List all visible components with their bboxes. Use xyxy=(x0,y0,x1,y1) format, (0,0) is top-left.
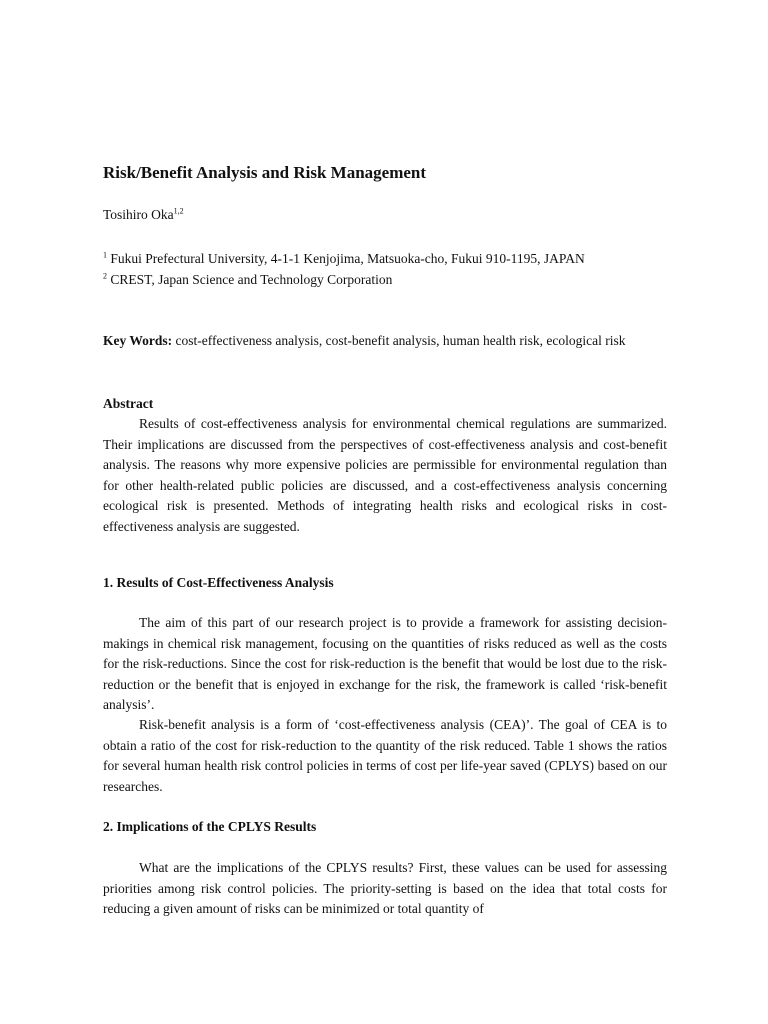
abstract-heading: Abstract xyxy=(103,396,154,411)
keywords-label: Key Words: xyxy=(103,333,173,348)
affiliation-1 xyxy=(103,251,667,267)
section-2-heading: 2. Implications of the CPLYS Results xyxy=(103,819,317,834)
affiliation-2-text: CREST, Japan Science and Technology Corporation xyxy=(110,272,393,287)
keywords-text: cost-effectiveness analysis, cost-benefit analysis, human health risk, ecological risk xyxy=(175,333,626,348)
section-1-paragraph-2: Risk-benefit analysis is a form of ‘cost-effectiveness analysis (CEA)’. The goal of CEA is to obtain a ratio of the cost for risk-reduction to the quantity of the risk reduced. Table 1 shows the ratios for several human health risk control policies in terms of cost per life-year saved (CPLYS) based on our researches. xyxy=(103,717,667,794)
affiliation-2-number: 2 xyxy=(103,271,107,281)
paper-title: Risk/Benefit Analysis and Risk Management xyxy=(103,163,427,182)
affiliation-1-text: Fukui Prefectural University, 4-1-1 Kenjojima, Matsuoka-cho, Fukui 910-1195, JAPAN xyxy=(110,251,585,266)
abstract-paragraph: Results of cost-effectiveness analysis for environmental chemical regulations are summarized. Their implications are discussed from the perspectives of cost-effectiveness analysis and cost-benefit analysis. The reasons why more expensive policies are permissible for environmental regulation than for other health-related public policies are discussed, and a cost-effectiveness analysis concerning ecological risk is presented. Methods of integrating health risks and ecological risks in cost-effectiveness analysis are suggested. xyxy=(103,416,667,534)
section-1-heading: 1. Results of Cost-Effectiveness Analysis xyxy=(103,575,334,590)
section-2-paragraph-1: What are the implications of the CPLYS results? First, these values can be used for assessing priorities among risk control policies. The priority-setting is based on the idea that total costs for reducing a given amount of risks can be minimized or total quantity of xyxy=(103,860,667,917)
author-line xyxy=(103,207,667,223)
affiliation-2 xyxy=(103,272,667,288)
author-affiliation-marks: 1,2 xyxy=(173,206,184,216)
affiliation-1-number: 1 xyxy=(103,250,107,260)
keywords-line xyxy=(103,333,667,349)
author-name: Tosihiro Oka xyxy=(103,207,174,222)
section-1-paragraph-1: The aim of this part of our research project is to provide a framework for assisting decision-makings in chemical risk management, focusing on the quantities of risks reduced as well as the costs for the risk-reductions. Since the cost for risk-reduction is the benefit that would be lost due to the risk-reduction or the benefit that is enjoyed in exchange for the risk, the framework is called ‘risk-benefit analysis’. xyxy=(103,615,667,713)
